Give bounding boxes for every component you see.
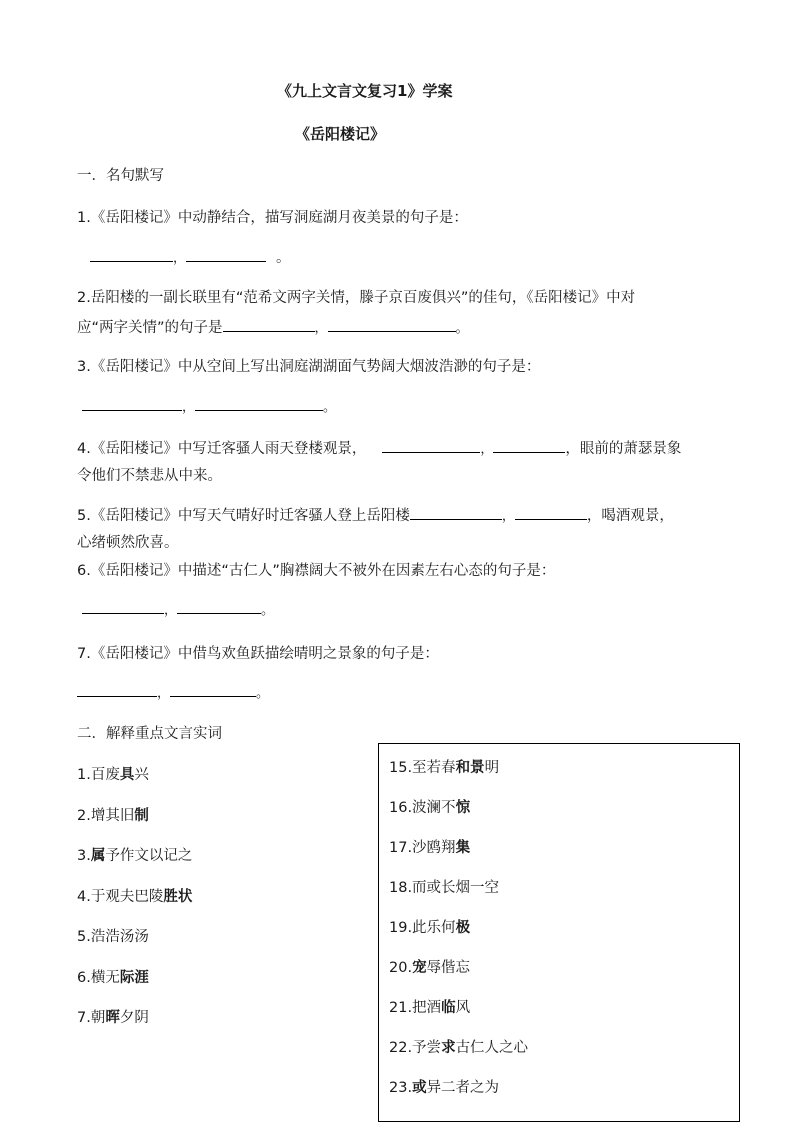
page-title: 《九上文言文复习1》学案 xyxy=(277,82,453,100)
blank xyxy=(82,396,182,411)
word-text: 20. xyxy=(389,960,413,976)
key-word: 晖 xyxy=(105,1010,120,1026)
blank xyxy=(410,505,502,520)
key-word: 极 xyxy=(455,920,471,936)
answer-line-3 xyxy=(82,396,336,415)
word-item xyxy=(389,956,470,977)
blank xyxy=(170,682,256,697)
word-text: 7.朝 xyxy=(77,1010,106,1026)
question-5-tail: ，喝酒观景， xyxy=(586,508,674,524)
key-word: 和景 xyxy=(455,760,485,776)
word-text: 兴 xyxy=(134,767,149,783)
question-1: 1.《岳阳楼记》中动静结合，描写洞庭湖月夜美景的句子是： xyxy=(77,210,468,226)
word-text: 古仁人之心 xyxy=(455,1040,529,1056)
key-word: 求 xyxy=(441,1040,456,1056)
word-text: 予作文以记之 xyxy=(105,848,193,864)
word-text: 19.此乐何 xyxy=(389,920,456,936)
period: 。 xyxy=(323,400,337,415)
word-text: 4.于观夫巴陵 xyxy=(77,888,164,905)
page-subtitle: 《岳阳楼记》 xyxy=(295,125,386,143)
question-5-line2: 心绪顿然欣喜。 xyxy=(77,535,179,551)
word-text: 夕阴 xyxy=(119,1010,149,1026)
key-word: 宠 xyxy=(412,960,427,976)
key-word: 胜状 xyxy=(163,888,193,905)
section1-heading: 一．名句默写 xyxy=(77,168,164,184)
word-text: 异二者之为 xyxy=(426,1080,500,1096)
key-word: 具 xyxy=(119,767,135,783)
blank xyxy=(177,599,261,614)
question-2-line1: 2.岳阳楼的一副长联里有“范希文两字关情，滕子京百废俱兴”的佳句，《岳阳楼记》中对 xyxy=(77,290,636,306)
question-7: 7.《岳阳楼记》中借鸟欢鱼跃描绘晴明之景象的句子是： xyxy=(77,646,439,662)
answer-line-7 xyxy=(77,682,269,701)
answer-line-1 xyxy=(90,246,291,267)
question-5-line1 xyxy=(77,504,674,525)
section2-heading: 二．解释重点文言实词 xyxy=(77,726,222,742)
word-text: 明 xyxy=(484,760,500,776)
word-text: 5.浩浩汤汤 xyxy=(77,929,149,945)
comma: ， xyxy=(480,442,494,457)
blank xyxy=(82,599,164,614)
word-item xyxy=(389,876,499,897)
key-word: 集 xyxy=(455,840,471,856)
period: 。 xyxy=(261,603,275,618)
comma: ， xyxy=(157,686,171,701)
word-item xyxy=(77,1006,149,1027)
question-6: 6.《岳阳楼记》中描述“古仁人”胸襟阔大不被外在因素左右心态的句子是： xyxy=(77,563,556,579)
question-4-tail: ，眼前的萧瑟景象 xyxy=(565,441,682,457)
blank xyxy=(515,505,587,520)
key-word: 惊 xyxy=(455,800,471,816)
word-item xyxy=(389,1076,499,1097)
question-2-line2 xyxy=(77,316,469,337)
word-item xyxy=(389,836,470,857)
word-item xyxy=(77,885,192,906)
word-text: 23. xyxy=(389,1080,413,1096)
word-box xyxy=(378,743,740,1122)
period: 。 xyxy=(276,250,291,266)
key-word: 属 xyxy=(90,848,106,864)
word-text: 15.至若春 xyxy=(389,760,456,776)
blank xyxy=(493,438,565,453)
blank xyxy=(223,317,315,332)
key-word: 或 xyxy=(412,1080,427,1096)
word-item xyxy=(389,996,470,1017)
word-text: 17.沙鸥翔 xyxy=(389,840,456,856)
question-4-line1 xyxy=(77,437,681,458)
word-item xyxy=(77,763,149,784)
word-item xyxy=(77,966,149,987)
question-4-text: 4.《岳阳楼记》中写迁客骚人雨天登楼观景， xyxy=(77,441,367,457)
word-text: 16.波澜不 xyxy=(389,800,456,816)
question-3: 3.《岳阳楼记》中从空间上写出洞庭湖湖面气势阔大烟波浩渺的句子是： xyxy=(77,359,541,375)
key-word: 临 xyxy=(441,1000,456,1016)
period: 。 xyxy=(256,686,270,701)
blank xyxy=(77,682,157,697)
blank xyxy=(382,438,480,453)
word-item xyxy=(77,925,149,946)
word-item xyxy=(389,1036,528,1057)
word-text: 3. xyxy=(77,848,91,864)
word-item xyxy=(389,756,499,777)
word-text: 22.予尝 xyxy=(389,1040,442,1056)
word-item xyxy=(389,916,470,937)
word-text: 2.增其旧 xyxy=(77,807,135,824)
answer-line-6 xyxy=(82,599,274,618)
word-item xyxy=(77,804,149,825)
word-text: 辱偕忘 xyxy=(426,960,471,976)
word-text: 18.而或长烟一空 xyxy=(389,880,500,896)
blank xyxy=(328,317,456,332)
blank xyxy=(90,247,173,262)
word-item xyxy=(77,844,192,865)
comma: ， xyxy=(501,509,515,524)
word-text: 6.横无 xyxy=(77,969,120,986)
comma: ， xyxy=(173,251,187,266)
question-4-line2: 令他们不禁悲从中来。 xyxy=(77,468,222,484)
comma: ， xyxy=(182,400,196,415)
blank xyxy=(195,396,323,411)
word-text: 风 xyxy=(455,1000,471,1016)
comma: ， xyxy=(314,321,328,336)
word-text: 1.百废 xyxy=(77,767,120,783)
period: 。 xyxy=(455,321,469,336)
blank xyxy=(186,247,266,262)
comma: ， xyxy=(164,603,178,618)
word-text: 21.把酒 xyxy=(389,1000,442,1016)
word-item xyxy=(389,796,470,817)
key-word: 制 xyxy=(134,807,149,824)
key-word: 际涯 xyxy=(119,969,149,986)
question-5-text: 5.《岳阳楼记》中写天气晴好时迁客骚人登上岳阳楼 xyxy=(77,508,410,524)
question-2-text: 应“两字关情”的句子是 xyxy=(77,320,223,336)
